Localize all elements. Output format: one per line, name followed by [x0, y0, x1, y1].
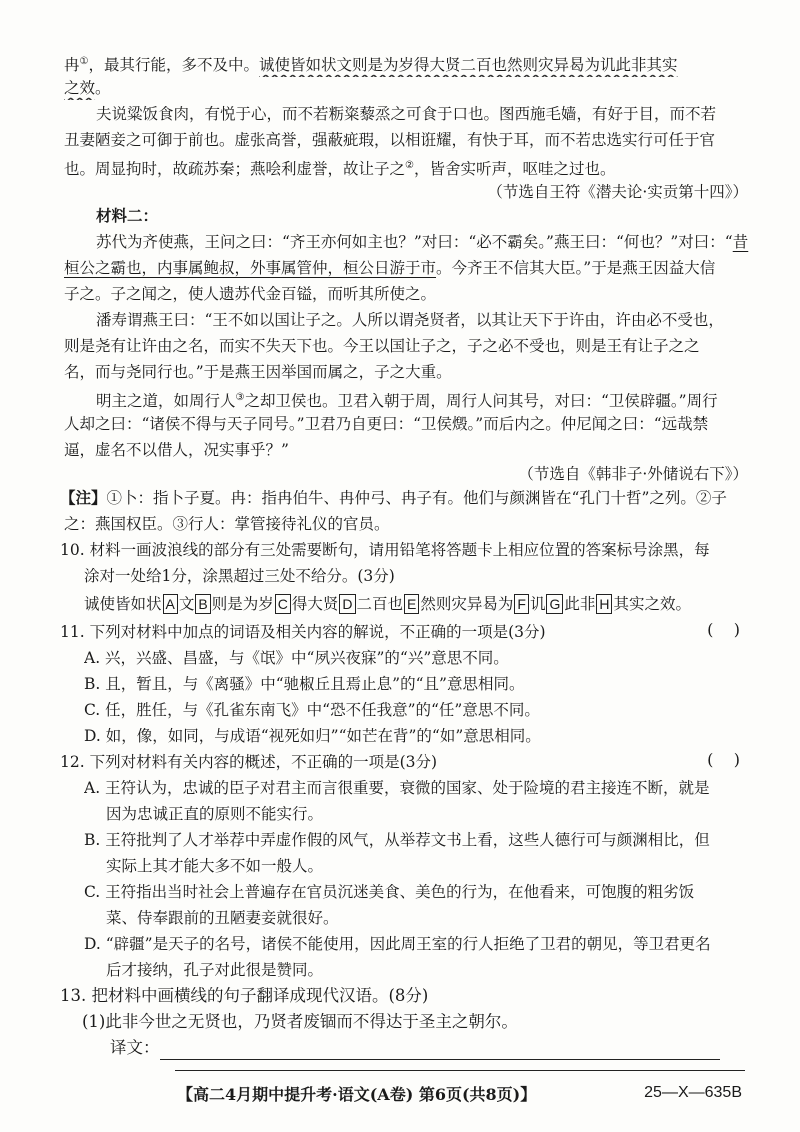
m1-p2-line-2: 丑妻陋妾之可御于前也。虚张高誉，强蔽疵瑕，以相诳耀，有快于耳，而不若忠选实行可任于官	[64, 131, 716, 149]
q12-answer-paren[interactable]: ( )	[707, 750, 740, 769]
m2-p2-line-1: 潘寿谓燕王曰：“王不如以国让子之。人所以谓尧贤者，以其让天下于许由，许由必不受也，	[96, 311, 724, 329]
underlined-sentence: 桓公之霸也，内事属鲍叔，外事属管仲，桓公日游于市	[64, 259, 437, 277]
exam-code: 25—X—635B	[644, 1084, 742, 1101]
break-option-d[interactable]: D	[339, 594, 355, 614]
q11-option-d[interactable]: D. 如，像，如同，与成语“视死如归”“如芒在背”的“如”意思相同。	[84, 727, 541, 745]
q12-option-c-line-2[interactable]: 菜、侍奉跟前的丑陋妻妾就很好。	[106, 909, 339, 927]
m1-p2-line-1: 夫说粱饭食肉，有悦于心，而不若粝粢藜烝之可食于口也。图西施毛嫱，有好于目，而不若	[96, 105, 717, 123]
q12-option-a-line-2[interactable]: 因为忠诚正直的原则不能实行。	[106, 805, 324, 823]
m2-p2-line-3: 名，而与尧同行也。”于是燕王因举国而属之，子之大重。	[64, 363, 452, 381]
note-label: 【注】	[60, 488, 107, 507]
break-option-e[interactable]: E	[404, 594, 419, 614]
m2-source: （节选自《韩非子·外储说右下》）	[518, 465, 748, 483]
note-line-2: 之：燕国权臣。③行人：掌管接待礼仪的官员。	[64, 515, 390, 533]
answer-label: 译文：	[110, 1038, 160, 1057]
m2-p1-line-1: 苏代为齐使燕，王问之曰：“齐王亦何如主也？”对曰：“必不霸矣。”燕王曰：“何也？”对曰：“昔	[96, 233, 749, 251]
q12-option-b-line-1[interactable]: B. 王符批判了人才举荐中弄虚作假的风气，从举荐文书上看，这些人德行可与颜渊相比，但	[84, 831, 710, 849]
q12-option-c-line-1[interactable]: C. 王符指出当时社会上普遍存在官员沉迷美食、美色的行为，在他看来，可饱腹的粗劣饭	[84, 883, 695, 901]
break-option-g[interactable]: G	[546, 594, 563, 614]
m1-line-1: 冉①，最其行能，多不及中。诚使皆如状文则是为岁得大贤二百也然则灾异曷为讥此非其实	[64, 56, 678, 75]
q13-sub1: (1)此非今世之无贤也，乃贤者废锢而不得达于圣主之朝尔。	[82, 1012, 518, 1031]
q12-option-a-line-1[interactable]: A. 王符认为，忠诚的臣子对君主而言很重要，衰微的国家、处于险境的君主接连不断，就是	[84, 779, 710, 797]
break-option-h[interactable]: H	[596, 594, 612, 614]
break-option-f[interactable]: F	[514, 594, 529, 614]
break-option-b[interactable]: B	[195, 594, 210, 614]
q11-option-b[interactable]: B. 且，暂且，与《离骚》中“驰椒丘且焉止息”的“且”意思相同。	[84, 675, 525, 693]
q10-stem-1: 10. 材料一画波浪线的部分有三处需要断句，请用铅笔将答题卡上相应位置的答案标号涂黑，每	[60, 541, 710, 559]
m2-title: 材料二：	[96, 206, 159, 225]
q13-answer-row	[110, 1036, 750, 1060]
m2-p1-line-3: 子之。子之闻之，使人遗苏代金百镒，而听其所使之。	[64, 285, 437, 303]
page-footer: 【高二4月期中提升考·语文(A卷) 第6页(共8页)】	[177, 1085, 537, 1104]
m1-p2-line-3: 也。周显拘时，故疏苏秦；燕哙利虚誉，故让子之②，皆舍实听声，呕哇之过也。	[64, 160, 616, 179]
m2-p3-line-3: 逼，虚名不以借人，况实事乎？”	[64, 441, 289, 459]
footer-divider	[175, 1070, 745, 1071]
q10-segment-line: 诚使皆如状 A 文 B 则是为岁 C 得大贤 D 二百也 E 然则灾异曷为 F 讥 G 此非 H 其实之效。	[84, 595, 691, 613]
m1-line-2: 之效。	[64, 79, 111, 97]
q11-option-c[interactable]: C. 任，胜任，与《孔雀东南飞》中“恐不任我意”的“任”意思不同。	[84, 701, 540, 719]
m2-p2-line-2: 则是尧有让许由之名，而实不失天下也。今王以国让子之，子之必不受也，则是王有让子之之	[64, 337, 700, 355]
note-line-1: 【注】①卜：指卜子夏。冉：指冉伯牛、冉仲弓、冉子有。他们与颜渊皆在“孔门十哲”之列。②子	[60, 488, 727, 507]
q12-stem: 12. 下列对材料有关内容的概述，不正确的一项是(3分)	[60, 753, 438, 771]
m2-p3-line-2: 人却之曰：“诸侯不得与天子同号。”卫君乃自更曰：“卫侯燬。”而后内之。仲尼闻之曰：“远哉禁	[64, 415, 709, 433]
q12-option-b-line-2[interactable]: 实际上其才能大多不如一般人。	[106, 857, 324, 875]
q13-stem: 13. 把材料中画横线的句子翻译成现代汉语。(8分)	[60, 986, 429, 1005]
q11-option-a[interactable]: A. 兴，兴盛、昌盛，与《氓》中“夙兴夜寐”的“兴”意思不同。	[84, 649, 509, 667]
wavy-sentence: 诚使皆如状文则是为岁得大贤二百也然则灾异曷为讥此非其实	[259, 56, 678, 75]
answer-blank-line[interactable]	[160, 1041, 720, 1060]
q11-answer-paren[interactable]: ( )	[707, 620, 740, 639]
break-option-c[interactable]: C	[275, 594, 291, 614]
q10-stem-2: 涂对一处给1分，涂黑超过三处不给分。(3分)	[84, 567, 395, 585]
q12-option-d-line-1[interactable]: D. “辟疆”是天子的名号，诸侯不能使用，因此周王室的行人拒绝了卫君的朝见，等卫君更名	[84, 935, 711, 953]
m2-p1-line-2: 桓公之霸也，内事属鲍叔，外事属管仲，桓公日游于市。今齐王不信其大臣。”于是燕王因益大信	[64, 259, 716, 277]
m1-source: （节选自王符《潜夫论·实贡第十四》）	[487, 183, 748, 201]
q12-option-d-line-2[interactable]: 后才接纳，孔子对此很是赞同。	[106, 961, 324, 979]
break-option-a[interactable]: A	[163, 594, 178, 614]
q11-stem: 11. 下列对材料中加点的词语及相关内容的解说，不正确的一项是(3分)	[60, 623, 546, 641]
m2-p3-line-1: 明主之道，如周行人③之却卫侯也。卫君入朝于周，周行人问其号，对曰：“卫侯辟疆。”周行	[96, 392, 718, 411]
